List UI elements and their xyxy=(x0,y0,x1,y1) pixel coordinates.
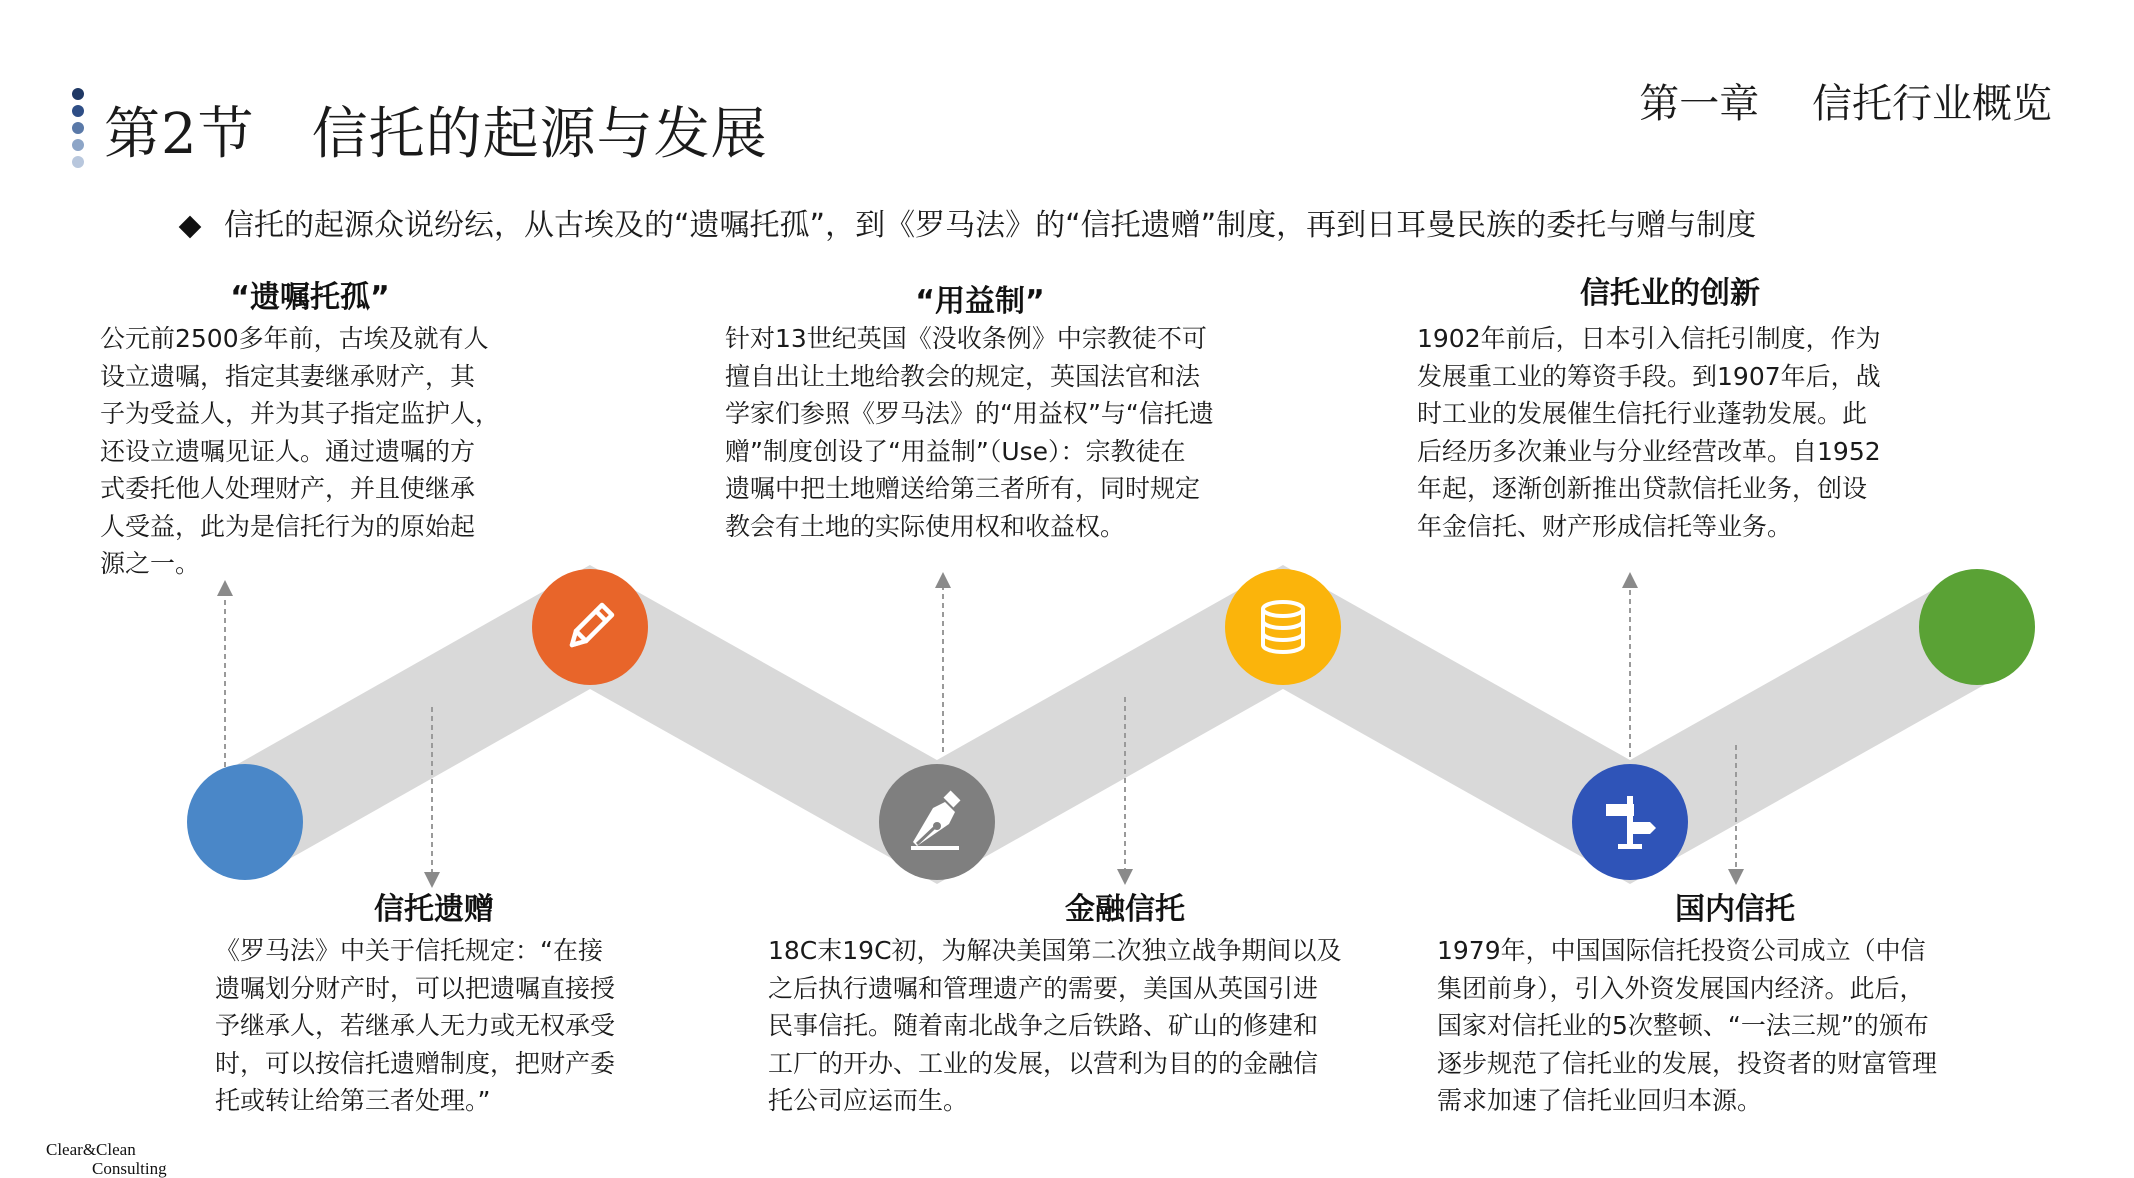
pen-nib-icon xyxy=(905,790,969,854)
item-text-will-guardianship: 公元前2500多年前，古埃及就有人 设立遗嘱，指定其妻继承财产，其 子为受益人，并为其子指定监护人， 还设立遗嘱见证人。通过遗嘱的方 式委托他人处理财产，并且使继承 人受益，此为是信托行为的原始起 源之一。 xyxy=(100,324,501,578)
chapter-title: 第一章 信托行业概览 xyxy=(1639,81,2052,127)
signpost-icon xyxy=(1598,790,1662,854)
item-text-trust-innovation: 1902年前后，日本引入信托引制度，作为 发展重工业的筹资手段。到1907年后，战 时工业的发展催生信托行业蓬勃发展。此 后经历多次兼业与分业经营改革。自1952 年起，逐渐创新推出贷款信托业务，创设 年金信托、财产形成信托等业务。 xyxy=(1417,324,1881,541)
item-text-domestic-trust: 1979年，中国国际信托投资公司成立（中信 集团前身），引入外资发展国内经济。此后， 国家对信托业的5次整顿、“一法三规”的颁布 逐步规范了信托业的发展，投资者的财富管理 需求加速了信托业回归本源。 xyxy=(1437,936,1938,1115)
timeline-node-5 xyxy=(1572,764,1688,880)
item-text-trust-bequest: 《罗马法》中关于信托规定：“在接 遗嘱划分财产时，可以把遗嘱直接授 予继承人，若继承人无力或无权承受 时，可以按信托遗赠制度，把财产委 托或转让给第三者处理。” xyxy=(215,936,616,1115)
intro-text: 信托的起源众说纷纭，从古埃及的“遗嘱托孤”，到《罗马法》的“信托遗赠”制度，再到日耳曼民族的委托与赠与制度 xyxy=(224,208,1757,243)
item-title-financial-trust: 金融信托 xyxy=(1065,892,1185,927)
pencil-icon xyxy=(558,595,622,659)
timeline-node-4 xyxy=(1225,569,1341,685)
page-title: 第2节 信托的起源与发展 xyxy=(104,102,768,167)
item-title-use-system: “用益制” xyxy=(915,284,1045,319)
company-logo: Clear&Clean Consulting xyxy=(46,1140,167,1178)
item-text-use-system: 针对13世纪英国《没收条例》中宗教徒不可 擅自出让土地给教会的规定，英国法官和法 学家们参照《罗马法》的“用益权”与“信托遗 赠”制度创设了“用益制”（Use）：宗教徒在 遗嘱中把土地赠送给第三者所有，同时规定 教会有土地的实际使用权和收益权。 xyxy=(725,324,1214,541)
item-title-trust-bequest: 信托遗赠 xyxy=(374,892,494,927)
timeline-node-3 xyxy=(879,764,995,880)
item-title-will-guardianship: “遗嘱托孤” xyxy=(230,280,390,315)
database-icon xyxy=(1251,595,1315,659)
timeline-node-6 xyxy=(1919,569,2035,685)
timeline-node-2 xyxy=(532,569,648,685)
timeline-node-1 xyxy=(187,764,303,880)
item-title-domestic-trust: 国内信托 xyxy=(1675,892,1795,927)
item-text-financial-trust: 18C末19C初，为解决美国第二次独立战争期间以及 之后执行遗嘱和管理遗产的需要，美国从英国引进 民事信托。随着南北战争之后铁路、矿山的修建和 工厂的开办、工业的发展，以营利为目的的金融信 托公司应运而生。 xyxy=(768,936,1342,1115)
item-title-trust-innovation: 信托业的创新 xyxy=(1580,276,1760,311)
timeline-band xyxy=(245,627,1977,822)
